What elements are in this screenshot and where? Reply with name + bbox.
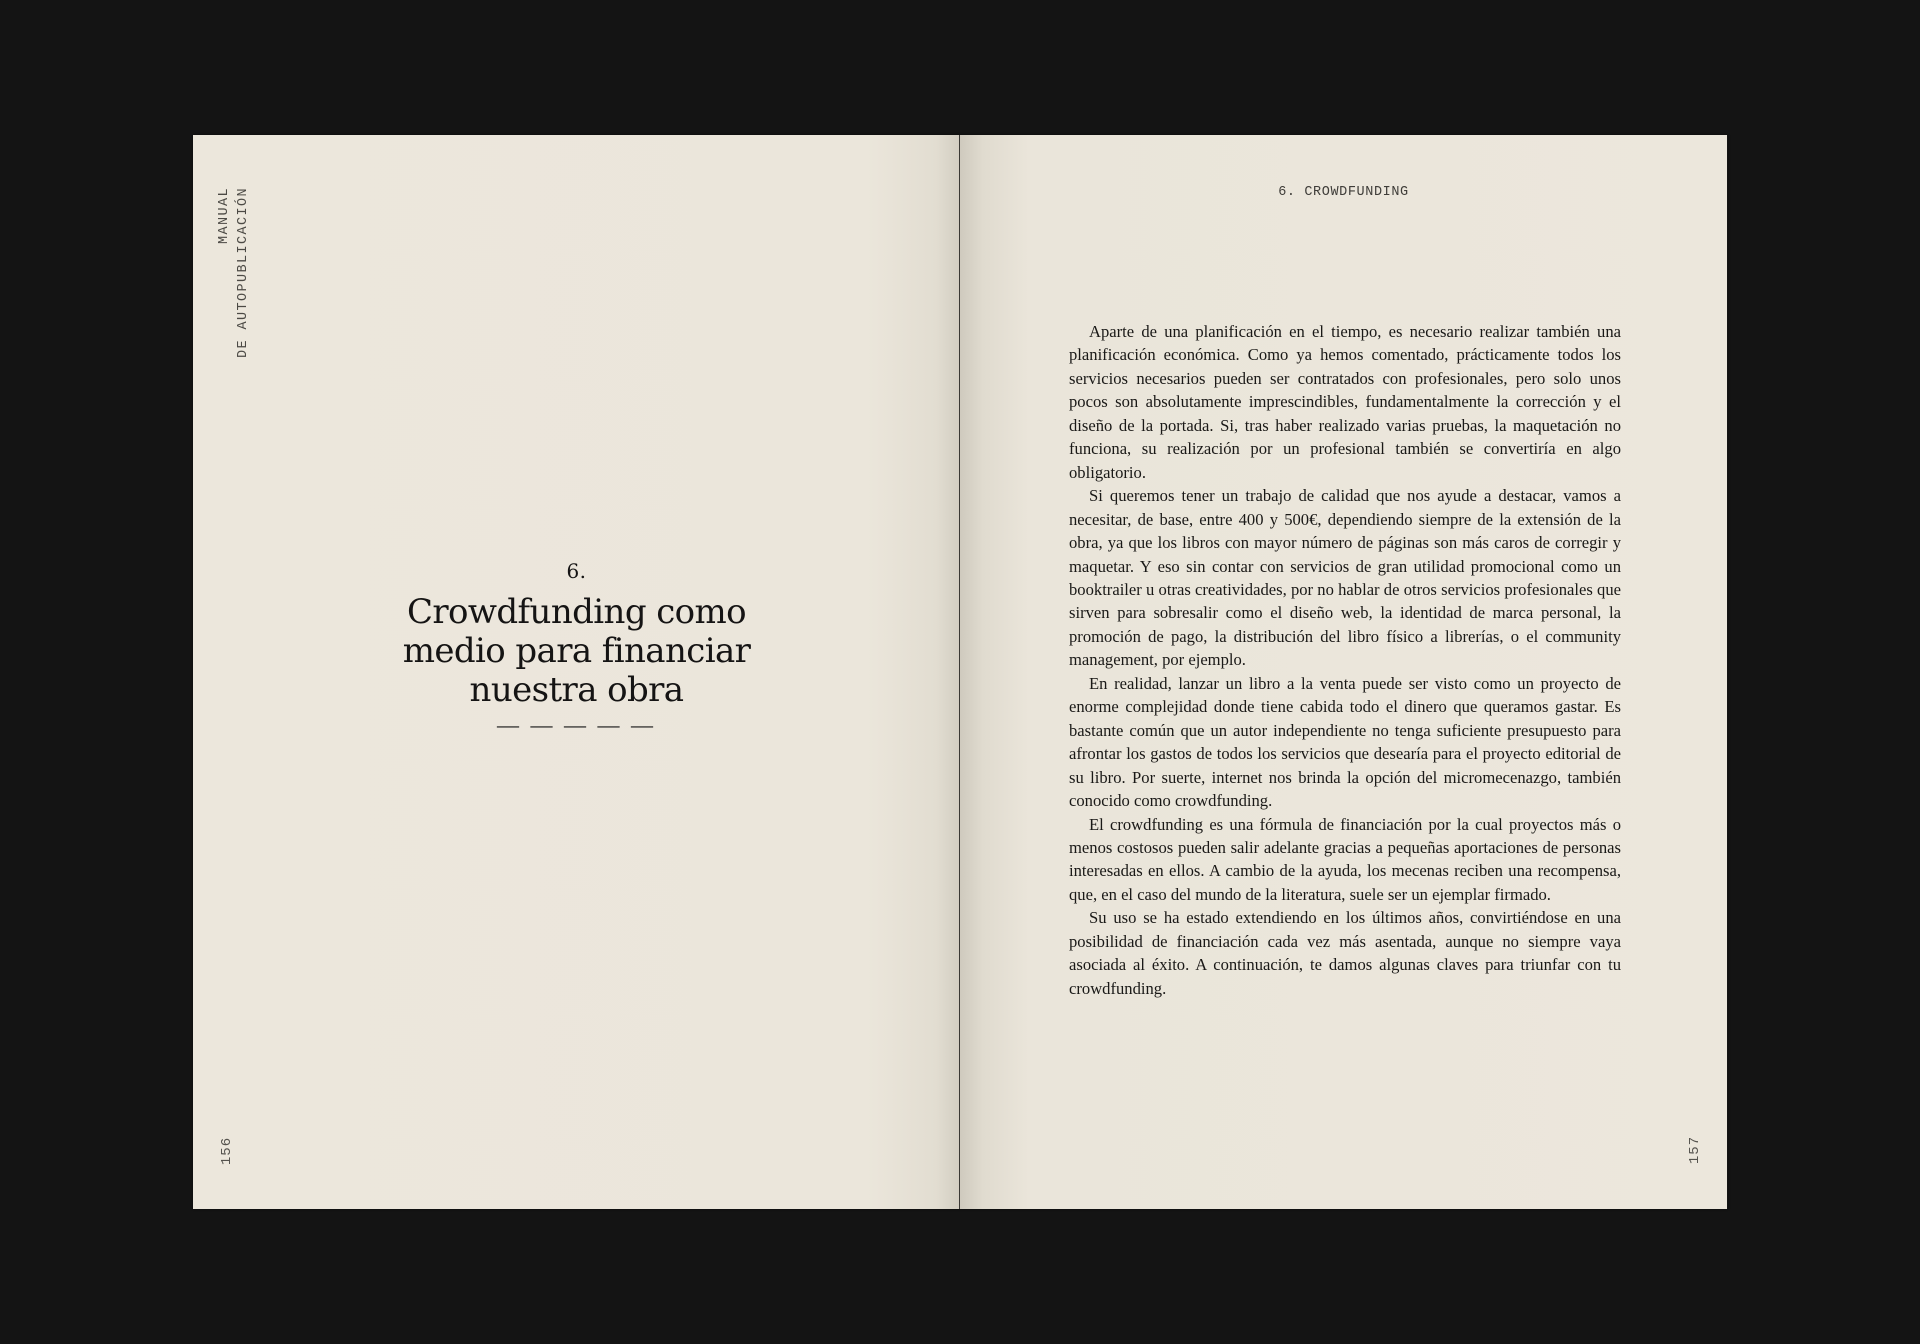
chapter-title: Crowdfunding como medio para financiar nuestra obra <box>402 592 751 710</box>
paragraph: El crowdfunding es una fórmula de financiación por la cual proyectos más o menos costosos pueden salir adelante gracias a pequeñas aportaciones de personas interesadas en ellos. A cambio de la ayuda, los mecenas reciben una recompensa, que, en el caso del mundo de la literatura, suele ser un ejemplar firmado. <box>1069 814 1621 904</box>
paragraph: Su uso se ha estado extendiendo en los últimos años, convirtiéndose en una posibilidad de financiación cada vez más asentada, aunque no siempre vaya asociada al éxito. A continuación, te damos algunas claves para triunfar con tu crowdfunding. <box>1069 908 1621 998</box>
paragraph: Aparte de una planificación en el tiempo, es necesario realizar también una planificación económica. Como ya hemos comentado, prácticamente todos los servicios necesarios pueden ser contratados con profesionales, pero solo unos pocos son absolutamente imprescindibles, fundamentalmente la corrección y el diseño de la portada. Si, tras haber realizado varias pruebas, la maquetación no funciona, su realización por un profesional también se convertiría en algo obligatorio. <box>1069 322 1621 482</box>
left-running-header <box>215 187 261 387</box>
paragraph: Si queremos tener un trabajo de calidad que nos ayude a destacar, vamos a necesitar, de base, entre 400 y 500€, dependiendo siempre de la extensión de la obra, ya que los libros con mayor número de páginas son más caros de corregir y maquetar. Y eso sin contar con servicios de gran utilidad promocional como un booktrailer u otras creatividades, por no hablar de otros servicios profesionales que sirven para sobresalir como el diseño web, la identidad de marca personal, la promoción de pago, la distribución del libro físico a librerías, o el community management, por ejemplo. <box>1069 486 1621 670</box>
left-page <box>193 135 960 1209</box>
paragraph: En realidad, lanzar un libro a la venta puede ser visto como un proyecto de enorme complejidad donde tiene cabida todo el dinero que queramos gastar. Es bastante común que un autor independiente no tenga suficiente presupuesto para afrontar los gastos de todos los servicios que desearía para el proyecto editorial de su libro. Por suerte, internet nos brinda la opción del micromecenazgo, también conocido como crowdfunding. <box>1069 673 1621 811</box>
right-running-header: 6. CROWDFUNDING <box>1278 185 1409 200</box>
page-number-left: 156 <box>219 1136 235 1166</box>
body-text <box>1069 320 1621 1000</box>
chapter-number: 6. <box>566 559 587 583</box>
chapter-opener <box>193 559 960 738</box>
chapter-divider: — — — — — <box>497 712 656 737</box>
book-spread <box>193 135 1728 1209</box>
right-page <box>960 135 1727 1209</box>
running-header-line-2: DE AUTOPUBLICACIÓN <box>236 187 251 359</box>
running-header-line-1: MANUAL <box>217 187 232 245</box>
page-number-right: 157 <box>1687 1135 1703 1165</box>
